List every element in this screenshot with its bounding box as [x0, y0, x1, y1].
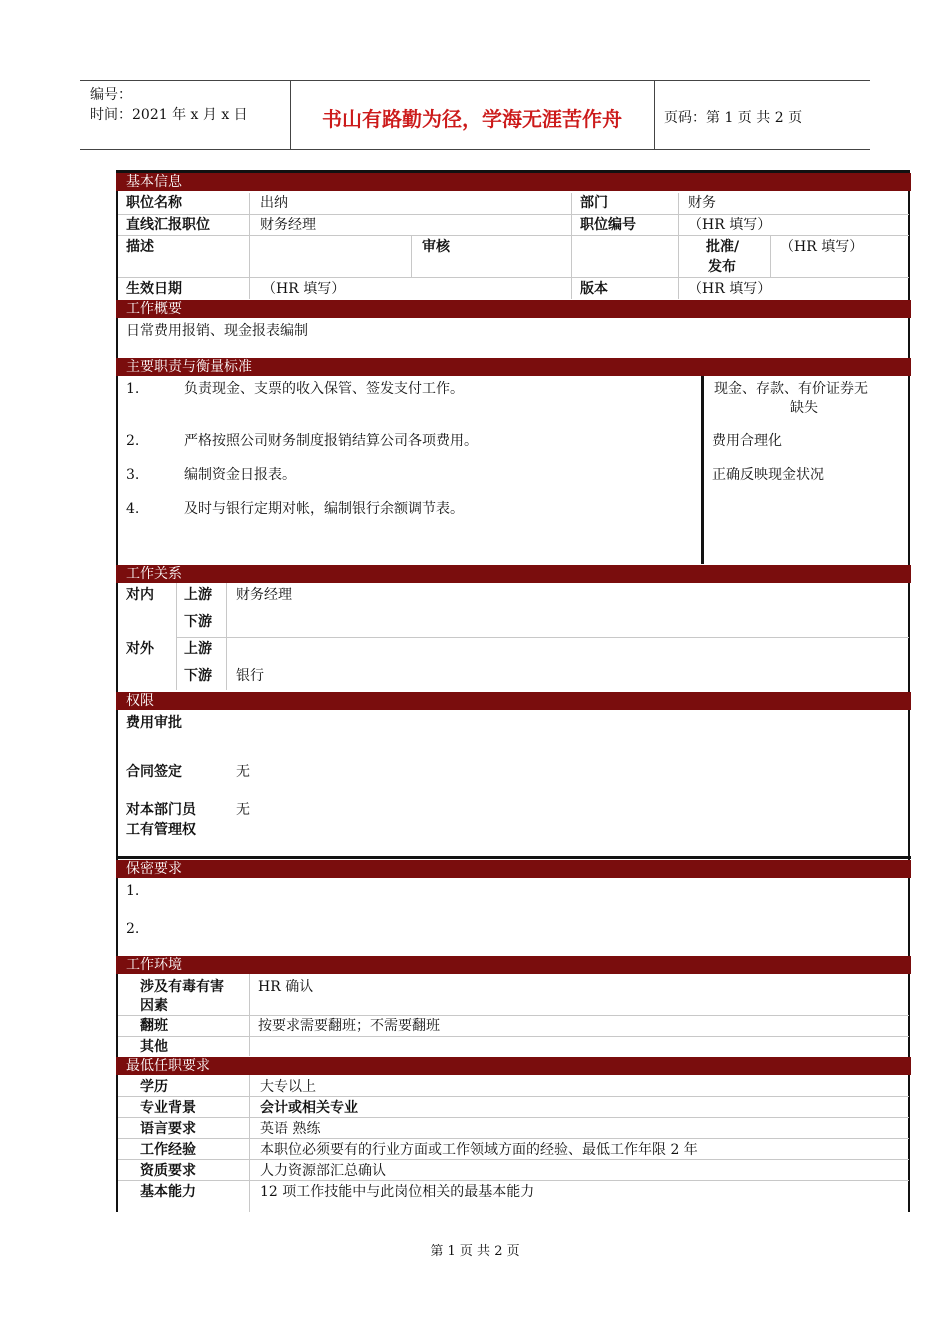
duty-text: 及时与银行定期对帐，编制银行余额调节表。: [184, 501, 464, 517]
header-page-number: 页码：第 1 页 共 2 页: [664, 110, 803, 126]
position-code-value: （HR 填写）: [688, 217, 772, 233]
overtime-value: 按要求需要翻班；不需要翻班: [258, 1018, 440, 1034]
position-name-label: 职位名称: [126, 195, 182, 211]
section-header-relations: [116, 565, 911, 583]
report-to-value: 财务经理: [260, 217, 316, 233]
document-time-label: 时间：2021 年 x 月 x 日: [90, 107, 248, 123]
requirement-label: 语言要求: [140, 1121, 196, 1137]
describe-label: 描述: [126, 239, 154, 255]
requirement-label: 资质要求: [140, 1163, 196, 1179]
header-motto: 书山有路勤为径，学海无涯苦作舟: [322, 107, 622, 131]
section-title: 工作关系: [126, 566, 182, 582]
grid-line: [176, 637, 909, 638]
contract-signing-label: 合同签定: [126, 764, 182, 780]
section-header-authority: [116, 692, 911, 710]
confidential-item: 2.: [126, 921, 140, 937]
grid-line: [118, 1180, 909, 1181]
duty-number: 3.: [126, 467, 140, 483]
section-title: 最低任职要求: [126, 1058, 210, 1074]
position-code-label: 职位编号: [580, 217, 636, 233]
effective-date-label: 生效日期: [126, 281, 182, 297]
hazard-label-cont: 因素: [140, 998, 168, 1014]
hazard-value: HR 确认: [258, 979, 314, 995]
duty-number: 2.: [126, 433, 140, 449]
requirement-value: 大专以上: [260, 1079, 316, 1095]
section-title: 工作概要: [126, 301, 182, 317]
internal-downstream-label: 下游: [184, 614, 212, 630]
grid-line: [118, 1015, 909, 1016]
department-value: 财务: [688, 195, 716, 211]
section-title: 基本信息: [126, 174, 182, 190]
grid-line: [118, 1096, 909, 1097]
section-title: 工作环境: [126, 957, 182, 973]
header-divider: [654, 81, 655, 149]
expense-approval-label: 费用审批: [126, 715, 182, 731]
overview-text: 日常费用报销、现金报表编制: [126, 323, 308, 339]
authority-bottom-rule: [116, 856, 911, 859]
internal-label: 对内: [126, 587, 154, 603]
section-header-basic-info: [116, 173, 911, 191]
duty-text: 负责现金、支票的收入保管、签发支付工作。: [184, 381, 464, 397]
external-upstream-label: 上游: [184, 641, 212, 657]
section-header-environment: [116, 956, 911, 974]
requirement-value: 人力资源部汇总确认: [260, 1163, 386, 1179]
external-downstream-label: 下游: [184, 668, 212, 684]
staff-management-value: 无: [236, 802, 250, 818]
duty-number: 1.: [126, 381, 140, 397]
section-header-overview: [116, 300, 911, 318]
section-title: 保密要求: [126, 861, 182, 877]
requirement-value: 会计或相关专业: [260, 1100, 358, 1116]
staff-management-label-cont: 工有管理权: [126, 822, 196, 838]
grid-line: [249, 193, 250, 299]
internal-upstream-value: 财务经理: [236, 587, 292, 603]
grid-line: [118, 1117, 909, 1118]
section-title: 主要职责与衡量标准: [126, 359, 252, 375]
duty-standard: 缺失: [790, 400, 818, 416]
requirement-label: 基本能力: [140, 1184, 196, 1200]
requirement-label: 工作经验: [140, 1142, 196, 1158]
section-header-requirements: [116, 1057, 911, 1075]
external-label: 对外: [126, 641, 154, 657]
requirement-value: 12 项工作技能中与此岗位相关的最基本能力: [260, 1184, 535, 1200]
duty-standard: 正确反映现金状况: [712, 467, 824, 483]
grid-line: [770, 235, 771, 277]
section-header-duties: [116, 358, 911, 376]
grid-line: [411, 235, 412, 277]
version-value: （HR 填写）: [688, 281, 772, 297]
overtime-label: 翻班: [140, 1018, 168, 1034]
internal-upstream-label: 上游: [184, 587, 212, 603]
confidential-item: 1.: [126, 883, 140, 899]
staff-management-label: 对本部门员: [126, 802, 196, 818]
requirement-label: 学历: [140, 1079, 168, 1095]
duty-number: 4.: [126, 501, 140, 517]
version-label: 版本: [580, 281, 608, 297]
other-label: 其他: [140, 1039, 168, 1055]
review-label: 审核: [422, 239, 450, 255]
grid-line: [118, 1138, 909, 1139]
report-to-label: 直线汇报职位: [126, 217, 210, 233]
requirement-value: 本职位必须要有的行业方面或工作领域方面的经验、最低工作年限 2 年: [260, 1142, 698, 1158]
duty-standard: 费用合理化: [712, 433, 782, 449]
requirement-label: 专业背景: [140, 1100, 196, 1116]
section-title: 权限: [126, 693, 154, 709]
duty-text: 编制资金日报表。: [184, 467, 296, 483]
approve-label: 批准/: [706, 239, 740, 255]
duty-text: 严格按照公司财务制度报销结算公司各项费用。: [184, 433, 478, 449]
duty-standard: 现金、存款、有价证券无: [714, 381, 868, 397]
document-number-label: 编号：: [90, 87, 132, 103]
approve-value: （HR 填写）: [780, 239, 864, 255]
external-downstream-value: 银行: [236, 668, 264, 684]
grid-line: [118, 277, 909, 278]
contract-signing-value: 无: [236, 764, 250, 780]
section-header-confidential: [116, 860, 911, 878]
hazard-label: 涉及有毒有害: [140, 979, 224, 995]
publish-label: 发布: [708, 259, 736, 275]
effective-date-value: （HR 填写）: [262, 281, 346, 297]
header-meta: [90, 85, 248, 125]
grid-line: [678, 193, 679, 299]
department-label: 部门: [580, 195, 608, 211]
grid-line: [118, 235, 909, 236]
requirement-value: 英语 熟练: [260, 1121, 321, 1137]
page-footer: 第 1 页 共 2 页: [430, 1244, 520, 1259]
grid-line: [571, 193, 572, 299]
position-name-value: 出纳: [260, 195, 288, 211]
duties-divider: [701, 376, 704, 564]
page-header: [80, 80, 870, 150]
grid-line: [118, 1036, 909, 1037]
grid-line: [118, 214, 909, 215]
